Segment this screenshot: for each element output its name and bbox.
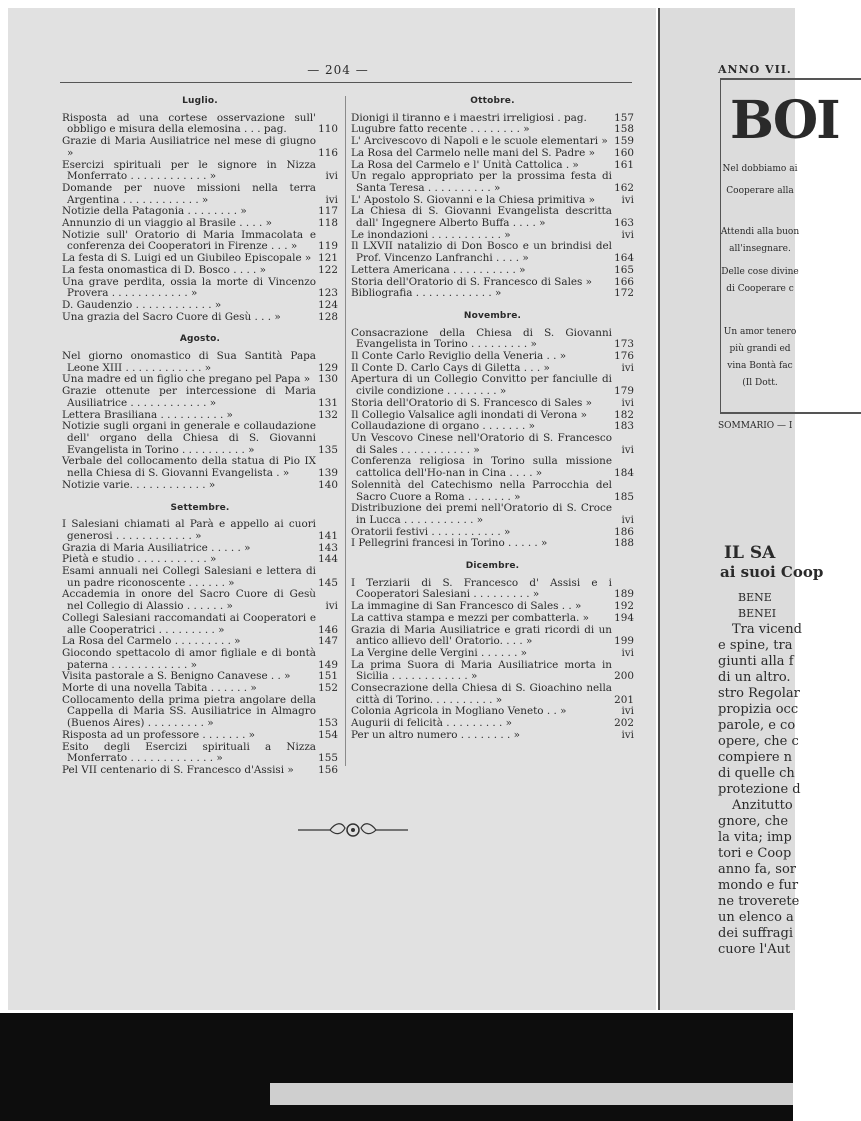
index-entry [62,351,338,374]
masthead-line: (Il Dott. [742,378,778,388]
index-entry [351,503,634,526]
index-entry [62,480,338,492]
entry-title: Dionigi il tiranno e i maestri irreligiosi . pag. [351,111,587,124]
entry-page: ivi [325,600,338,613]
entry-title: Una grazia del Sacro Cuore di Gesù . . . » [62,310,281,323]
entry-title: Apertura di un Collegio Convitto per fanciulle di civile condizione . . . . . . . . » [351,373,612,398]
index-entry [62,456,338,479]
entry-title: Storia dell'Oratorio di S. Francesco di Sales » [351,275,593,288]
entry-title: La Chiesa di S. Giovanni Evangelista descritta dall' Ingegnere Alberto Buffa . . . . » [351,205,612,230]
entry-title: I Pellegrini francesi in Torino . . . . . » [351,537,548,550]
entry-page: 176 [614,350,634,363]
index-entry [62,648,338,671]
section-heading: Novembre. [463,310,522,321]
entry-page: 164 [614,252,634,265]
entry-title: Notizie varie. . . . . . . . . . . . » [62,478,216,491]
entry-page: 145 [318,576,338,589]
entry-page: 159 [614,135,634,148]
entry-page: 132 [318,408,338,421]
entry-title: Risposta ad una cortese osservazione sull' obbligo e misura della elemosina . . . pag. [62,111,316,136]
entry-page: 139 [318,467,338,480]
entry-title: Giocondo spettacolo di amor figliale e di bontà paterna . . . . . . . . . . . . » [62,646,316,671]
entry-title: Risposta ad un professore . . . . . . . » [62,728,256,741]
index-entry [351,480,634,503]
entry-page: 201 [614,693,634,706]
entry-page: 149 [318,658,338,671]
masthead-line: Un amor tenero [723,327,797,337]
entry-page: 129 [318,361,338,374]
entry-page: 151 [318,670,338,683]
body-line: giunti alla f [718,654,794,669]
index-entry [62,589,338,612]
entry-page: 123 [318,287,338,300]
body-line: un elenco a [718,910,794,925]
entry-title: Collaudazione di organo . . . . . . . » [351,420,535,433]
entry-page: 194 [614,611,634,624]
entry-page: 122 [318,263,338,276]
entry-page: 143 [318,541,338,554]
entry-title: La Rosa del Carmelo nelle mani del S. Padre » [351,146,595,159]
entry-title: I Salesiani chiamati al Parà e appello ai cuori generosi . . . . . . . . . . . . » [62,518,316,542]
entry-title: Lettera Brasiliana . . . . . . . . . . » [62,408,233,421]
body-line: la vita; imp [718,830,792,845]
entry-page: 162 [614,181,634,194]
masthead-title: BOI [730,90,839,151]
entry-title: La festa onomastica di D. Bosco . . . . » [62,263,267,276]
body-line: di un altro. [718,670,791,685]
entry-title: Notizie sull' Oratorio di Maria Immacolata e conferenza dei Cooperatori in Firenze . . . » [62,228,316,253]
entry-page: 179 [614,385,634,398]
ornament-icon [298,820,408,840]
entry-title: Pietà e studio . . . . . . . . . . . » [62,553,217,566]
entry-page: 130 [318,373,338,386]
body-line: BENEI [738,607,777,620]
index-entry [351,683,634,706]
entry-title: Distribuzione dei premi nell'Oratorio di S. Croce in Lucca . . . . . . . . . . . » [351,502,612,526]
entry-title: Grazie ottenute per intercessione di Maria Ausiliatrice . . . . . . . . . . . . » [62,385,316,409]
masthead-line: Attendi alla buon [720,227,800,237]
entry-page: 186 [614,525,634,538]
entry-title: Grazia di Maria Ausiliatrice . . . . . » [62,541,251,554]
entry-title: Notizie sugli organi in generale e collaudazione dell' organo della Chiesa di S. Giovanni Evangelista in Torino . . . . . . . . . . » [62,420,316,456]
entry-title: D. Gaudenzio . . . . . . . . . . . . » [62,298,222,311]
entry-page: ivi [621,396,634,409]
entry-page: 184 [614,467,634,480]
entry-title: Lugubre fatto recente . . . . . . . . » [351,123,530,136]
entry-page: ivi [621,193,634,206]
entry-title: L' Apostolo S. Giovanni e la Chiesa primitiva » [351,193,595,206]
index-entry [62,277,338,300]
entry-title: La Rosa del Carmelo e l' Unità Cattolica . » [351,158,579,171]
entry-page: ivi [621,646,634,659]
entry-page: 192 [614,600,634,613]
entry-page: 118 [318,217,338,230]
masthead-line: all'insegnare. [729,244,791,254]
entry-title: Collocamento della prima pietra angolare della Cappella di Maria SS. Ausiliatrice in Almagro (Buenos Aires) . . . . . . . . . » [62,693,316,730]
index-entry [62,265,338,277]
entry-page: 156 [318,763,338,776]
entry-title: Le inondazioni . . . . . . . . . . . » [351,228,511,241]
entry-page: ivi [621,513,634,526]
body-line: dei suffragi [718,926,794,941]
entry-title: Il Collegio Valsalice agli inondati di Verona » [351,408,587,421]
entry-page: 153 [318,717,338,730]
index-entry [62,519,338,542]
masthead-line: Delle cose divine [721,267,799,277]
index-entry [62,683,338,695]
entry-page: 128 [318,310,338,323]
entry-title: Esami annuali nei Collegi Salesiani e lettera di un padre riconoscente . . . . . . » [62,565,316,589]
entry-page: 161 [614,158,634,171]
index-entry [62,312,338,324]
index-entry [351,328,634,351]
index-entry [351,241,634,264]
index-entry [62,730,338,742]
entry-title: Esito degli Esercizi spirituali a Nizza Monferrato . . . . . . . . . . . . . » [62,740,316,765]
index-entry [351,730,634,742]
entry-title: Storia dell'Oratorio di S. Francesco di Sales » [351,396,593,409]
entry-page: ivi [621,705,634,718]
entry-title: Lettera Americana . . . . . . . . . . » [351,263,526,276]
masthead-line: Cooperare alla [726,186,794,196]
index-entry [351,578,634,601]
body-line: Tra vicend [732,622,802,637]
entry-page: 144 [318,553,338,566]
entry-page: 163 [614,217,634,230]
entry-page: 172 [614,287,634,300]
index-entry [351,206,634,229]
entry-page: 183 [614,420,634,433]
entry-title: La Rosa del Carmelo . . . . . . . . . » [62,635,241,648]
section-heading: Ottobre. [470,96,515,106]
entry-title: Accademia in onore del Sacro Cuore di Gesù nel Collegio di Alassio . . . . . . » [62,588,316,613]
scan-strip [270,1083,793,1105]
body-line: e spine, tra [718,638,793,653]
entry-page: 119 [318,240,338,253]
body-line: opere, che c [718,734,799,749]
adjacent-page [658,8,839,1010]
entry-title: Una grave perdita, ossia la morte di Vincenzo Provera . . . . . . . . . . . . » [62,275,316,300]
index-entry [351,288,634,300]
entry-title: Esercizi spirituali per le signore in Nizza Monferrato . . . . . . . . . . . . » [62,158,316,183]
index-entry [351,648,634,660]
entry-page: 173 [614,338,634,351]
entry-title: Verbale del collocamento della statua di Pio IX nella Chiesa di S. Giovanni Evangelista . » [62,455,316,480]
section-heading: Settembre. [170,502,230,513]
entry-title: Una madre ed un figlio che pregano pel Papa » [62,373,311,386]
entry-page: 189 [614,588,634,601]
entry-page: 131 [318,396,338,409]
entry-page: 199 [614,635,634,648]
body-line: stro Regolar [718,686,800,701]
index-entry [62,742,338,765]
entry-page: 147 [318,635,338,648]
entry-page: ivi [621,228,634,241]
index-entry [351,265,634,277]
entry-page: 202 [614,717,634,730]
body-line: cuore l'Aut [718,942,791,957]
index-entry [351,456,634,479]
entry-title: Grazia di Maria Ausiliatrice e grati ricordi di un antico allievo dell' Oratorio. . . . » [351,623,612,648]
body-line: Anzitutto [732,798,793,813]
index-entry [351,613,634,625]
entry-page: 110 [318,123,338,136]
article-subheading: ai suoi Coop [720,563,824,581]
masthead-line: Nel dobbiamo ai [722,164,798,174]
entry-title: La cattiva stampa e mezzi per combatterla. » [351,611,589,624]
sommario-label: SOMMARIO — I [718,421,793,431]
entry-page: 124 [318,298,338,311]
body-line: mondo e fur [718,878,799,893]
index-entry [351,625,634,648]
index-entry [351,433,634,456]
index-entry [62,566,338,589]
entry-title: Il LXVII natalizio di Don Bosco e un brindisi del Prof. Vincenzo Lanfranchi . . . . » [351,240,612,265]
entry-title: Conferenza religiosa in Torino sulla missione cattolica dell'Ho-nan in Cina . . . . » [351,455,612,480]
index-entry [351,398,634,410]
index-entry [62,113,338,136]
entry-title: Solennità del Catechismo nella Parrocchia del Sacro Cuore a Roma . . . . . . . » [351,478,612,503]
entry-page: 140 [318,478,338,491]
body-line: gnore, che [718,814,789,829]
scan-border [0,1013,793,1121]
entry-page: 135 [318,443,338,456]
entry-title: La festa di S. Luigi ed un Giubileo Episcopale » [62,252,312,265]
entry-page: ivi [621,728,634,741]
body-line: compiere n [718,750,793,765]
entry-page: ivi [325,193,338,206]
index-entry [62,300,338,312]
body-line: parole, e co [718,718,796,733]
masthead-line: più grandi ed [729,344,791,354]
entry-page: ivi [621,443,634,456]
entry-title: Collegi Salesiani raccomandati ai Cooperatori e alle Cooperatrici . . . . . . . . . » [62,611,316,636]
index-entry [351,660,634,683]
entry-title: Consacrazione della Chiesa di S. Giovanni Evangelista in Torino . . . . . . . . . » [351,326,612,351]
entry-title: Pel VII centenario di S. Francesco d'Assisi » [62,763,294,776]
entry-title: Consecrazione della Chiesa di S. Gioachino nella città di Torino. . . . . . . . . . » [351,682,612,706]
index-entry [62,765,338,777]
entry-page: 117 [318,205,338,218]
entry-page: 200 [614,670,634,683]
entry-page: 154 [318,728,338,741]
index-entry [351,171,634,194]
entry-page: 157 [614,111,634,124]
entry-title: Un Vescovo Cinese nell'Oratorio di S. Francesco di Sales . . . . . . . . . . . » [351,431,612,456]
entry-title: Colonia Agricola in Mogliano Veneto . . » [351,705,567,718]
masthead-line: vina Bontà fac [727,361,793,371]
entry-page: 185 [614,490,634,503]
entry-title: Per un altro numero . . . . . . . . » [351,728,520,741]
section-heading: Luglio. [182,96,218,106]
index-entry [62,136,338,159]
entry-page: ivi [325,170,338,183]
body-line: protezione d [718,782,801,797]
entry-title: Notizie della Patagonia . . . . . . . . » [62,205,247,218]
index-entry [62,386,338,409]
entry-title: Nel giorno onomastico di Sua Santità Papa Leone XIII . . . . . . . . . . . . » [62,350,316,374]
index-entry [351,538,634,550]
entry-title: Grazie di Maria Ausiliatrice nel mese di giugno » [62,135,316,159]
index-entry [62,613,338,636]
entry-title: Domande per nuove missioni nella terra Argentina . . . . . . . . . . . . » [62,181,316,206]
entry-title: Morte di una novella Tabita . . . . . . » [62,682,257,695]
entry-page: 158 [614,123,634,136]
entry-title: Visita pastorale a S. Benigno Canavese . . » [62,670,291,683]
left-column [62,96,338,777]
entry-title: Annunzio di un viaggio al Brasile . . . . » [62,217,272,230]
entry-page: ivi [621,361,634,374]
entry-title: I Terziarii di S. Francesco d' Assisi e i Cooperatori Salesiani . . . . . . . . . » [351,576,612,601]
entry-page: 116 [318,146,338,159]
entry-title: La prima Suora di Maria Ausiliatrice morta in Sicilia . . . . . . . . . . . . » [351,658,612,683]
entry-title: Bibliografia . . . . . . . . . . . . » [351,287,502,300]
index-entry [351,374,634,397]
index-entry [351,148,634,160]
entry-title: Il Conte Carlo Reviglio della Veneria . . » [351,350,567,363]
index-entry [351,351,634,363]
entry-title: La immagine di San Francesco di Sales . . » [351,600,582,613]
entry-page: 141 [318,529,338,542]
section-heading: Dicembre. [465,561,520,572]
index-entry [62,183,338,206]
entry-page: 166 [614,275,634,288]
index-entry [62,695,338,730]
entry-title: Oratorii festivi . . . . . . . . . . . » [351,525,511,538]
body-line: BENE [738,591,772,604]
entry-page: 188 [614,537,634,550]
index-entry [62,230,338,253]
body-line: ne troverete [718,894,800,909]
entry-page: 165 [614,263,634,276]
entry-page: 121 [318,252,338,265]
column-divider [345,96,346,766]
entry-title: Augurii di felicità . . . . . . . . . » [351,717,512,730]
header-rule [60,82,632,83]
body-line: anno fa, sor [718,862,796,877]
masthead-line: di Cooperare c [726,284,794,294]
entry-title: Il Conte D. Carlo Cays di Giletta . . . » [351,361,550,374]
entry-title: Un regalo appropriato per la prossima festa di Santa Teresa . . . . . . . . . . » [351,170,612,194]
entry-title: L' Arcivescovo di Napoli e le scuole elementari » [351,135,608,148]
entry-page: 155 [318,752,338,765]
index-entry [62,421,338,456]
index-entry [62,218,338,230]
body-line: tori e Coop [718,846,792,861]
index-page [8,8,656,1010]
entry-page: 152 [318,682,338,695]
right-column [351,96,634,742]
section-heading: Agosto. [179,334,221,345]
index-entry [62,160,338,183]
entry-page: 182 [614,408,634,421]
entry-title: La Vergine delle Vergini . . . . . . » [351,646,528,659]
body-line: di quelle ch [718,766,795,781]
article-heading: IL SA [724,543,776,563]
entry-page: 146 [318,623,338,636]
entry-page: 160 [614,146,634,159]
body-line: propizia occ [718,702,799,717]
page-number: — 204 — [307,63,369,77]
anno-label: ANNO VII. [718,63,792,76]
